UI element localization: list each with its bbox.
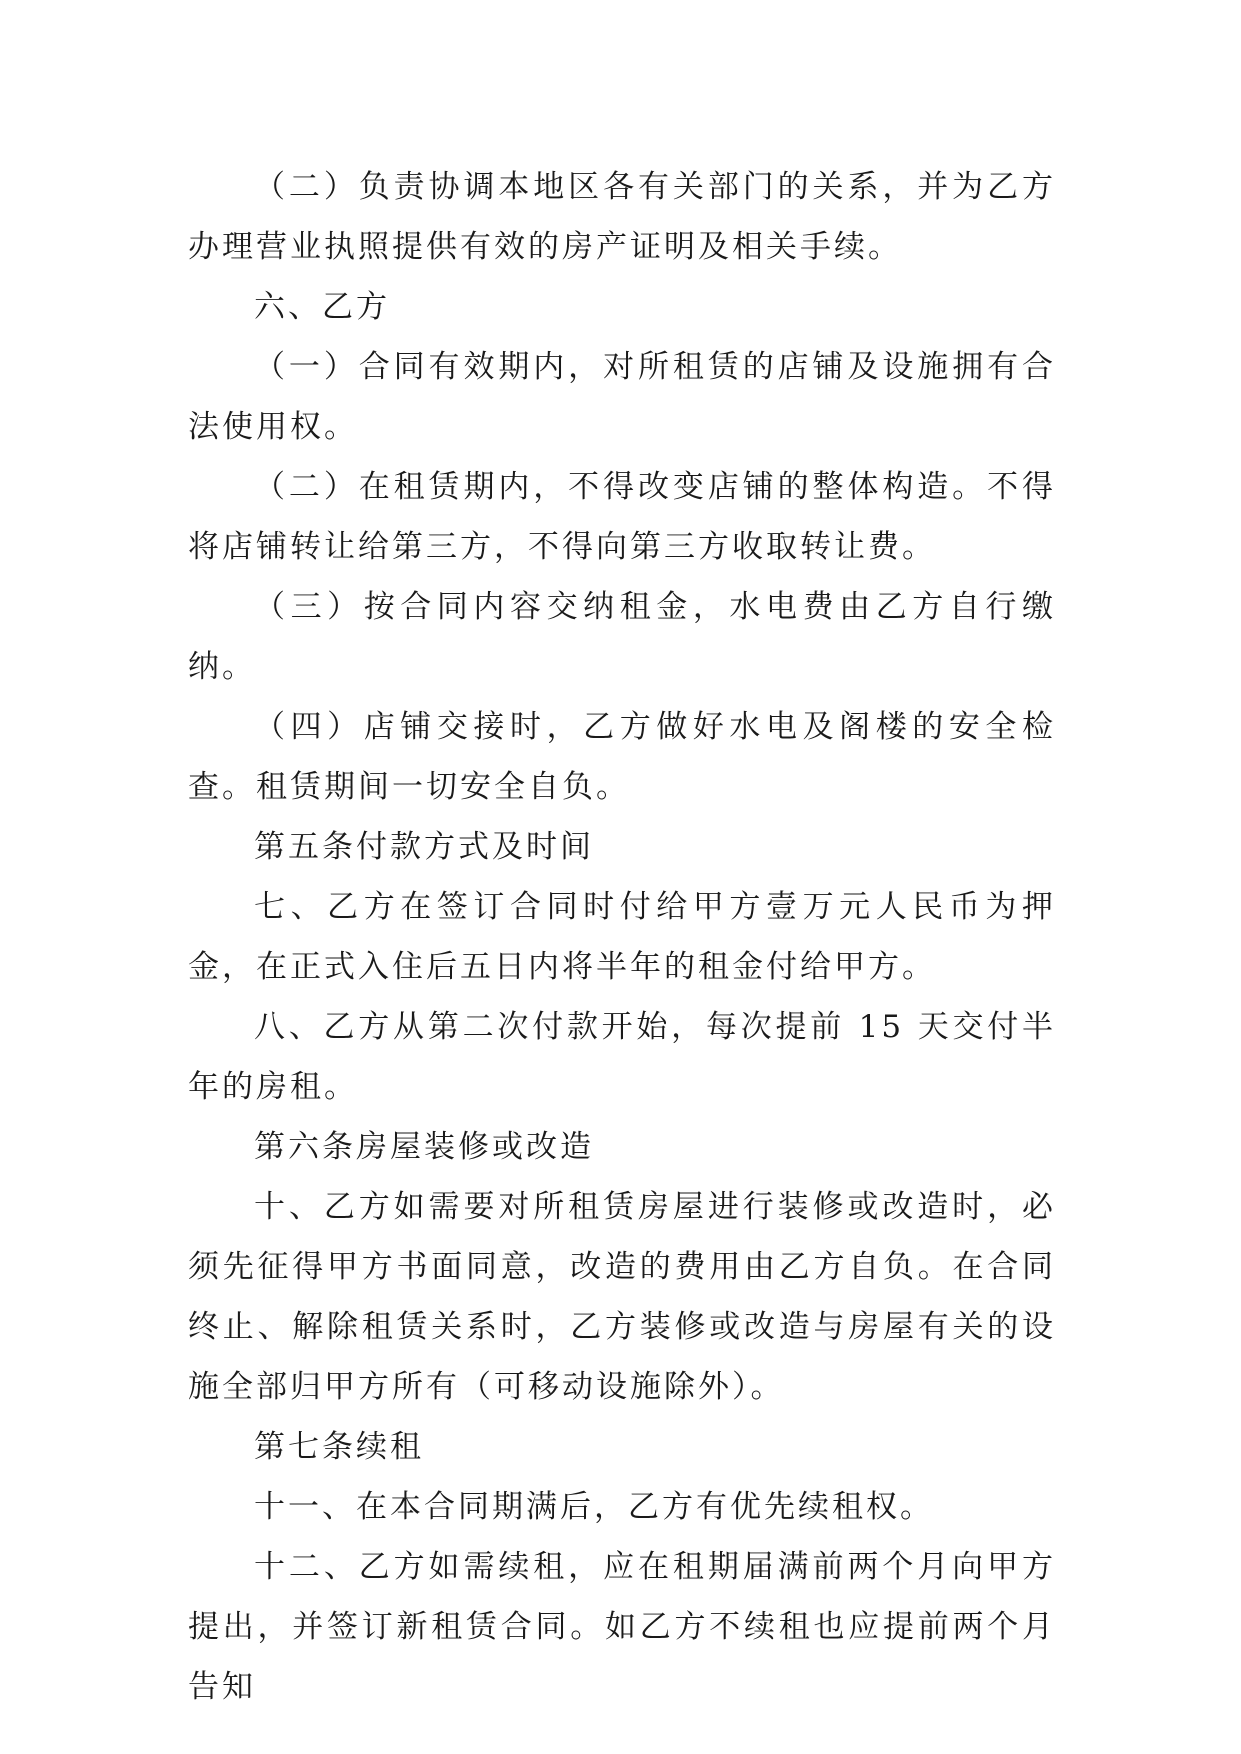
paragraph-clause-8: 八、乙方从第二次付款开始，每次提前 15 天交付半年的房租。: [188, 1009, 1056, 1105]
paragraph-clause-10: 十、乙方如需要对所租赁房屋进行装修或改造时，必须先征得甲方书面同意，改造的费用由乙方自负。在合同终止、解除租赁关系时，乙方装修或改造与房屋有关的设施全部归甲方所有（可移动设施除外）。: [188, 1189, 1056, 1405]
paragraph-clause-11: 十一、在本合同期满后，乙方有优先续租权。: [254, 1489, 934, 1525]
heading-article-5: 第五条付款方式及时间: [254, 829, 594, 865]
document-body: [188, 157, 1056, 1717]
paragraph-clause-12: 十二、乙方如需续租，应在租期届满前两个月向甲方提出，并签订新租赁合同。如乙方不续租也应提前两个月告知: [188, 1549, 1056, 1705]
paragraph-clause-7: 七、乙方在签订合同时付给甲方壹万元人民币为押金，在正式入住后五日内将半年的租金付给甲方。: [188, 889, 1056, 985]
heading-lessee: 六、乙方: [254, 289, 390, 325]
paragraph-lessee-duty-2: （二）在租赁期内，不得改变店铺的整体构造。不得将店铺转让给第三方，不得向第三方收取转让费。: [188, 469, 1056, 565]
heading-article-7: 第七条续租: [254, 1429, 424, 1465]
paragraph-lessor-duty-2: （二）负责协调本地区各有关部门的关系，并为乙方办理营业执照提供有效的房产证明及相关手续。: [188, 169, 1056, 265]
paragraph-lessee-duty-3: （三）按合同内容交纳租金，水电费由乙方自行缴纳。: [188, 589, 1056, 685]
paragraph-lessee-right-1: （一）合同有效期内，对所租赁的店铺及设施拥有合法使用权。: [188, 349, 1056, 445]
paragraph-lessee-duty-4: （四）店铺交接时，乙方做好水电及阁楼的安全检查。租赁期间一切安全自负。: [188, 709, 1056, 805]
heading-article-6: 第六条房屋装修或改造: [254, 1129, 594, 1165]
